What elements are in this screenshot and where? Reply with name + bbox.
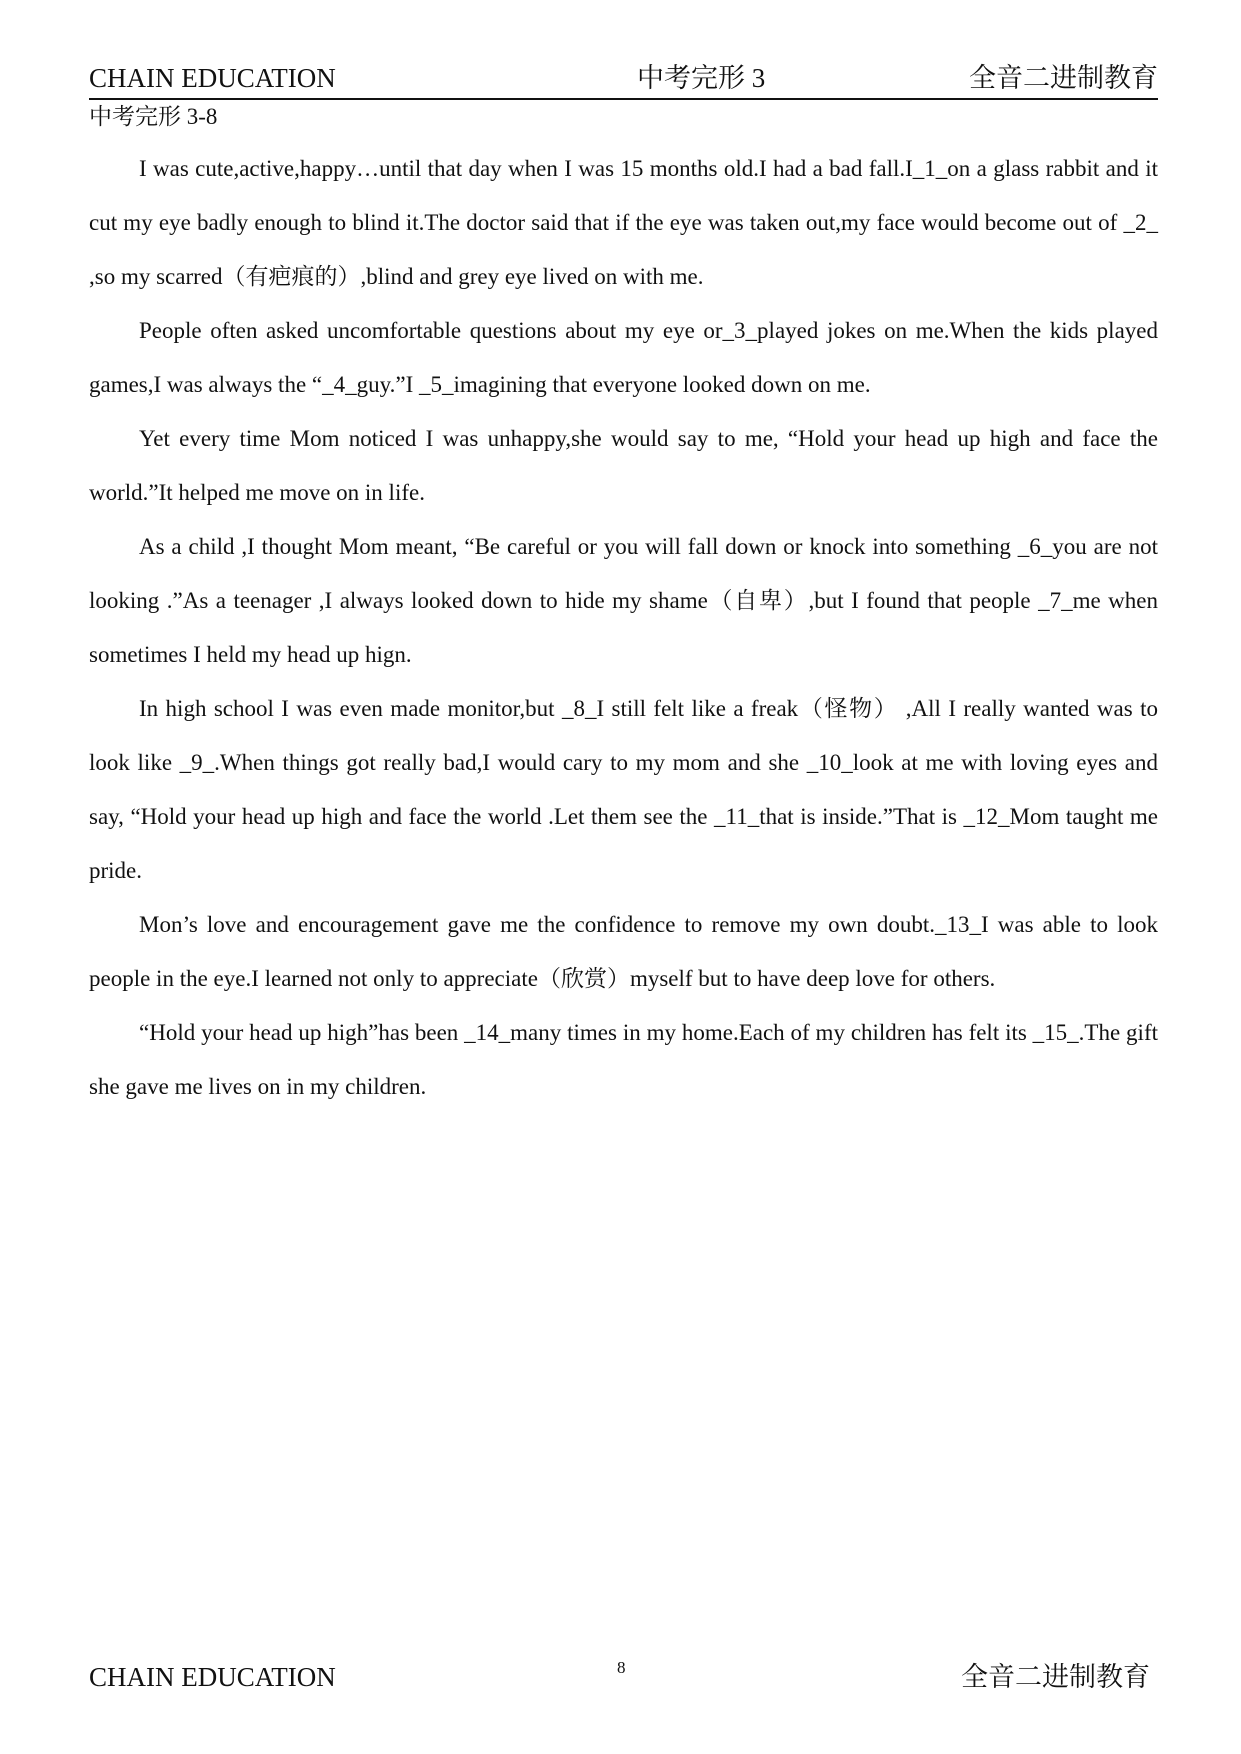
- page-footer: [89, 1660, 1158, 1700]
- paragraph-2: People often asked uncomfortable questions about my eye or_3_played jokes on me.When the kids played games,I was always the “_4_guy.”I _5_imagining that everyone looked down on me.: [89, 318, 1158, 397]
- header-left-text: CHAIN EDUCATION: [89, 63, 336, 93]
- page-number: 8: [617, 1658, 626, 1677]
- footer-left-text: CHAIN EDUCATION: [89, 1662, 336, 1692]
- footer-right-text: 全音二进制教育: [961, 1662, 1150, 1692]
- paragraph-1: I was cute,active,happy…until that day when I was 15 months old.I had a bad fall.I_1_on a glass rabbit and it cut my eye badly enough to blind it.The doctor said that if the eye was taken out,my face would become out of _2_ ,so my scarred（有疤痕的）,blind and grey eye lived on with me.: [89, 156, 1158, 289]
- paragraph-4: As a child ,I thought Mom meant, “Be careful or you will fall down or knock into something _6_you are not looking .”As a teenager ,I always looked down to hide my shame（自卑）,but I found that people _7_me when sometimes I held my head up hign.: [89, 534, 1158, 667]
- paragraph-3: Yet every time Mom noticed I was unhappy,she would say to me, “Hold your head up high and face the world.”It helped me move on in life.: [89, 426, 1158, 505]
- passage-body: [89, 142, 1158, 1114]
- paragraph-6: Mon’s love and encouragement gave me the confidence to remove my own doubt._13_I was able to look people in the eye.I learned not only to appreciate（欣赏）myself but to have deep love for others.: [89, 912, 1158, 991]
- section-subtitle: 中考完形 3-8: [89, 104, 218, 129]
- header-center-text: 中考完形 3: [637, 63, 766, 93]
- paragraph-7: “Hold your head up high”has been _14_many times in my home.Each of my children has felt its _15_.The gift she gave me lives on in my children.: [89, 1020, 1158, 1099]
- paragraph-5: In high school I was even made monitor,but _8_I still felt like a freak（怪物） ,All I really wanted was to look like _9_.When things got really bad,I would cary to my mom and she _10_look at me with loving eyes and say, “Hold your head up high and face the world .Let them see the _11_that is inside.”That is _12_Mom taught me pride.: [89, 696, 1158, 883]
- header-right-text: 全音二进制教育: [969, 63, 1158, 93]
- page-header: [89, 56, 1158, 100]
